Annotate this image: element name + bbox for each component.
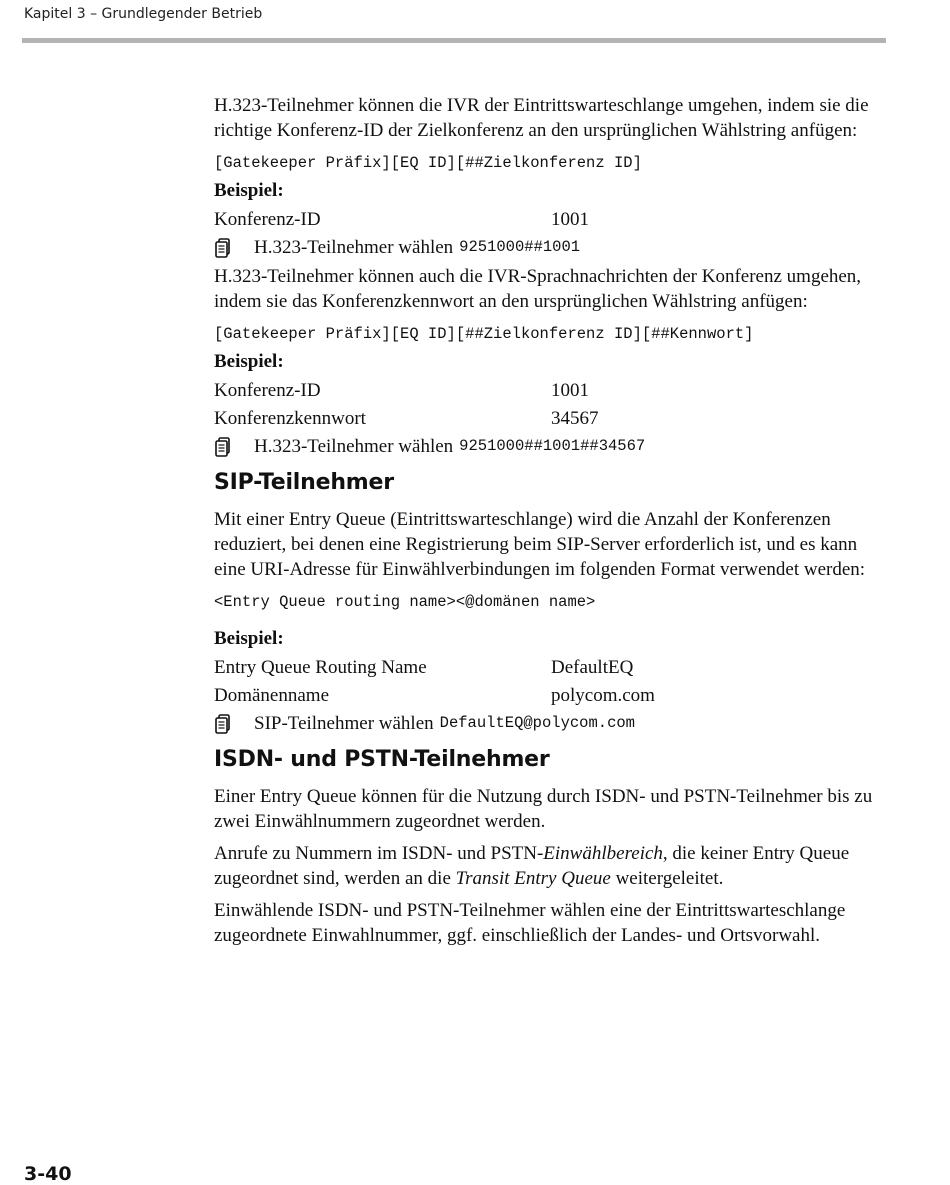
example-label: Beispiel: xyxy=(214,628,284,649)
h323-password-format-code: [Gatekeeper Präfix][EQ ID][##Zielkonferenz ID][##Kennwort] xyxy=(214,325,754,343)
example-key: Konferenzkennwort xyxy=(214,408,366,429)
example-value: DefaultEQ xyxy=(551,657,634,678)
isdn-paragraph-3: Einwählende ISDN- und PSTN-Teilnehmer wählen eine der Eintrittswarteschlange zugeordnete Einwahlnummer, ggf. einschließlich der Landes- und Ortsvorwahl. xyxy=(214,900,846,946)
h323-password-paragraph: H.323-Teilnehmer können auch die IVR-Sprachnachrichten der Konferenz umgehen, indem sie das Konferenzkennwort an den ursprünglichen Wählstring anfügen: xyxy=(214,266,862,312)
sip-uri-format-code: <Entry Queue routing name><@domänen name> xyxy=(214,593,596,611)
phone-dial-icon xyxy=(214,714,254,734)
section-heading-isdn-pstn: ISDN- und PSTN-Teilnehmer xyxy=(214,747,550,772)
example-row xyxy=(214,655,884,680)
dial-text: H.323-Teilnehmer wählen xyxy=(254,237,454,258)
header-rule xyxy=(22,38,886,43)
phone-dial-icon xyxy=(214,437,254,457)
example-key: Domänenname xyxy=(214,685,330,706)
example-key: Entry Queue Routing Name xyxy=(214,657,427,678)
dial-text: H.323-Teilnehmer wählen xyxy=(254,436,454,457)
example-label: Beispiel: xyxy=(214,351,284,372)
example-label: Beispiel: xyxy=(214,180,284,201)
page-number: 3-40 xyxy=(24,1163,72,1185)
dial-example xyxy=(214,711,884,736)
dial-text: SIP-Teilnehmer wählen xyxy=(254,713,434,734)
term-einwaehlbereich: Einwählbereich xyxy=(543,843,663,864)
example-key: Konferenz-ID xyxy=(214,209,321,230)
phone-dial-icon xyxy=(214,238,254,258)
example-row xyxy=(214,683,884,708)
dial-code: 9251000##1001 xyxy=(459,238,581,256)
dial-code: DefaultEQ@polycom.com xyxy=(439,714,635,732)
running-header: Kapitel 3 – Grundlegender Betrieb xyxy=(24,6,263,22)
example-row xyxy=(214,378,884,403)
h323-dial-format-code: [Gatekeeper Präfix][EQ ID][##Zielkonferenz ID] xyxy=(214,154,642,172)
example-value: 34567 xyxy=(551,408,599,429)
term-transit-entry-queue: Transit Entry Queue xyxy=(455,868,611,889)
example-row xyxy=(214,406,884,431)
sip-intro-paragraph: Mit einer Entry Queue (Eintrittswarteschlange) wird die Anzahl der Konferenzen reduziert, bei denen eine Registrierung beim SIP-Server erforderlich ist, und es kann eine URI-Adresse für Einwählverbindungen im folgenden Format verwendet werden: xyxy=(214,509,866,580)
isdn-paragraph-2: Anrufe zu Nummern im ISDN- und PSTN-Einwählbereich, die keiner Entry Queue zugeordnet sind, werden an die Transit Entry Queue weitergeleitet. xyxy=(214,843,850,889)
example-key: Konferenz-ID xyxy=(214,380,321,401)
example-row xyxy=(214,207,884,232)
page-body xyxy=(214,93,884,948)
h323-intro-paragraph: H.323-Teilnehmer können die IVR der Eintrittswarteschlange umgehen, indem sie die richtige Konferenz-ID der Zielkonferenz an den ursprünglichen Wählstring anfügen: xyxy=(214,95,869,141)
dial-example xyxy=(214,434,884,459)
section-heading-sip: SIP-Teilnehmer xyxy=(214,470,394,495)
isdn-paragraph-1: Einer Entry Queue können für die Nutzung durch ISDN- und PSTN-Teilnehmer bis zu zwei Einwählnummern zugeordnet werden. xyxy=(214,786,873,832)
example-value: polycom.com xyxy=(551,685,655,706)
example-value: 1001 xyxy=(551,209,589,230)
dial-example xyxy=(214,235,884,260)
dial-code: 9251000##1001##34567 xyxy=(459,437,646,455)
example-value: 1001 xyxy=(551,380,589,401)
